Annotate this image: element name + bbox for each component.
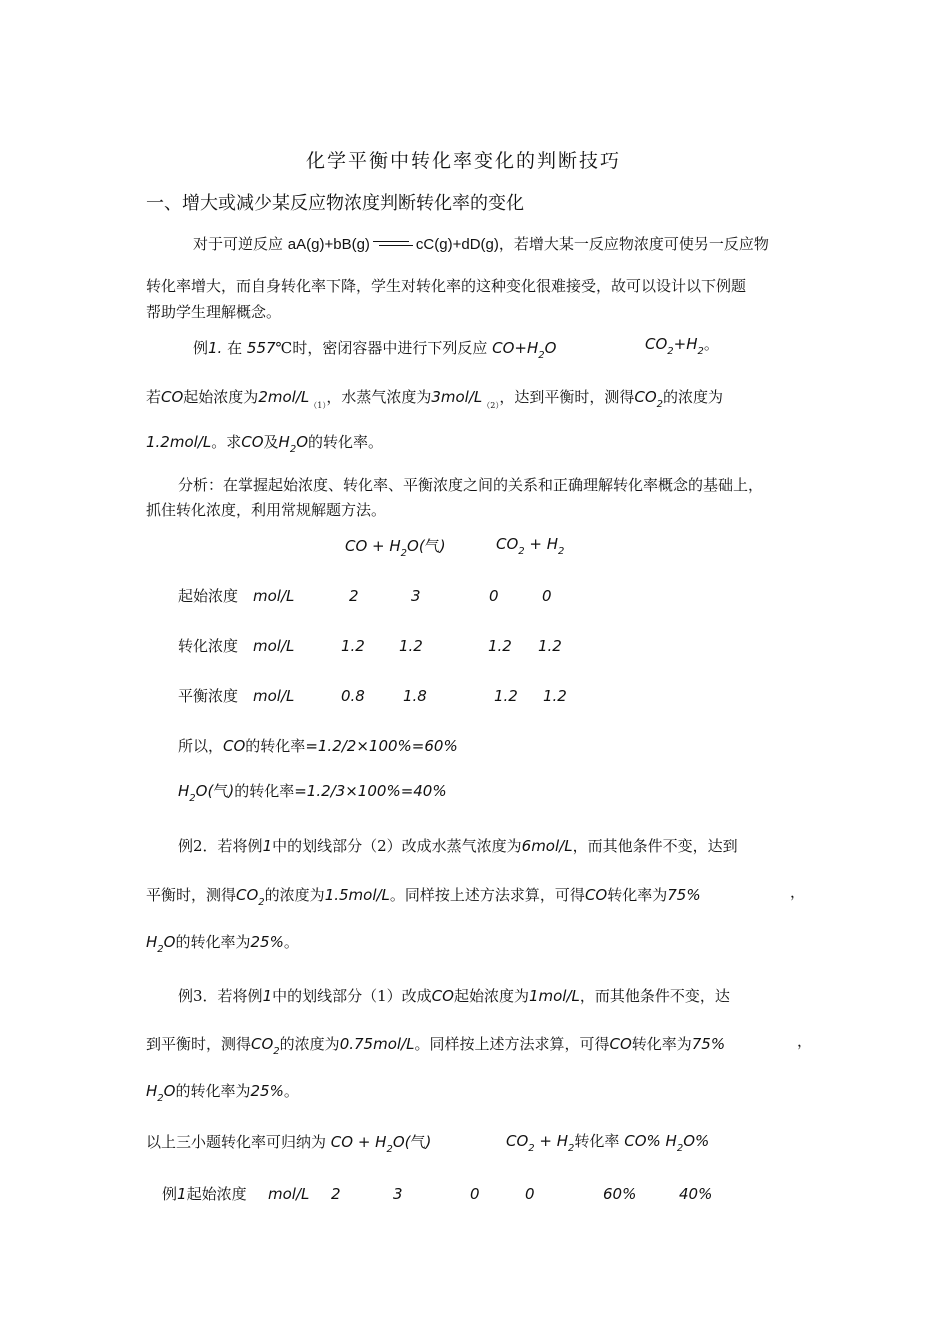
document-page: 化学平衡中转化率变化的判断技巧 一、增大或减少某反应物浓度判断转化率的变化 对于可逆反应 aA(g)+bB(g) cC(g)+dD(g)，若增大某一反应物浓度可使另一反应物 转化率增大，而自身转化率下降，学生对转化率的这种变化很难接受，故可以设计以下例题 帮助学生理解概念。 例1. 在 557℃时，密闭容器中进行下列反应 $CO+H_2O$ $CO_2+H_2$。 若CO起始浓度为$2mol/L_{(1)}$，水蒸气浓度为$3mol/L_{(2)}$，达到平衡时，测得$CO_2$的浓度为 1.2mol/L。求CO及$H_2O$的转化率。 分析：在掌握起始浓度、转化率、平衡浓度之间的关系和正确理解转化率概念的基础上， 抓住转化浓度，利用常规解题方法。 CO + $H_2O$(气) $CO_2 + H_2$ 起始浓度 mol/L 2 3 0 0 转化浓度 mol/L 1.2 1.2 1.2 1.2 平衡浓度 mol/L 0.8 1.8 1.2 1.2 所以，CO的转化率=1.2/2×100%=60% $H_2O$(气)的转化率=1.2/3×100%=40% 例2．若将例1中的划线部分（2）改成水蒸气浓度为6mol/L，而其他条件不变，达到 平衡时，测得$CO_2$的浓度为1.5mol/L。同样按上述方法求算，可得CO转化率为75% ， $H_2O$的转化率为25%。 例3．若将例1中的划线部分（1）改成CO起始浓度为1mol/L，而其他条件不变，达 到平衡时，测得$CO_2$的浓度为0.75mol/L。同样按上述方法求算，可得CO转化率为75% ， $H_2O$的转化率为25%。 以上三小题转化率可归纳为 CO + $H_2O$(气) $CO_2 + H_2$转化率 CO% $H_2O\%$ 例1起始浓度 mol/L 2 3 0 0 60% 40% xyxy=(146,150,813,1203)
intro-line-1: 对于可逆反应 aA(g)+bB(g) cC(g)+dD(g)，若增大某一反应物浓度可使另一反应物 xyxy=(193,235,769,253)
intro-line-3: 帮助学生理解概念。 xyxy=(146,303,282,321)
example-2-line-1: 例2．若将例1中的划线部分（2）改成水蒸气浓度为6mol/L，而其他条件不变，达到 xyxy=(178,837,738,855)
reversible-arrow-icon xyxy=(371,238,415,248)
summary-products: $CO_2 + H_2$转化率 CO% $H_2O\%$ xyxy=(506,1132,710,1154)
analysis-line-1: 分析：在掌握起始浓度、转化率、平衡浓度之间的关系和正确理解转化率概念的基础上， xyxy=(178,476,764,494)
summary-line: 以上三小题转化率可归纳为 CO + $H_2O$(气) xyxy=(146,1133,432,1155)
example-1-line-3: 1.2mol/L。求CO及$H_2O$的转化率。 xyxy=(146,433,384,455)
example-2-line-3: $H_2O$的转化率为25%。 xyxy=(146,933,299,955)
equation-products: $CO_2 + H_2$ xyxy=(496,535,565,557)
intro-line-2: 转化率增大，而自身转化率下降，学生对转化率的这种变化很难接受，故可以设计以下例题 xyxy=(146,277,747,295)
page-title: 化学平衡中转化率变化的判断技巧 xyxy=(306,150,622,172)
example-2-line-2: 平衡时，测得$CO_2$的浓度为1.5mol/L。同样按上述方法求算，可得CO转化率为75% xyxy=(146,886,701,908)
equation-reactants: CO + $H_2O$(气) xyxy=(345,537,446,559)
example-3-comma: ， xyxy=(797,1032,813,1050)
analysis-line-2: 抓住转化浓度，利用常规解题方法。 xyxy=(146,501,387,519)
example-2-comma: ， xyxy=(790,883,806,901)
result-h2o-conversion: $H_2O$(气)的转化率=1.2/3×100%=40% xyxy=(178,782,447,804)
example-1-statement: 例1. 在 557℃时，密闭容器中进行下列反应 $CO+H_2O$ xyxy=(193,339,557,361)
example-3-line-2: 到平衡时，测得$CO_2$的浓度为0.75mol/L。同样按上述方法求算，可得CO转化率为75% xyxy=(146,1035,726,1057)
example-1-products: $CO_2+H_2$。 xyxy=(645,335,719,357)
section-heading: 一、增大或减少某反应物浓度判断转化率的变化 xyxy=(146,193,524,214)
result-co-conversion: 所以，CO的转化率=1.2/2×100%=60% xyxy=(178,737,458,755)
example-1-line-2: 若CO起始浓度为$2mol/L_{(1)}$，水蒸气浓度为$3mol/L_{(2)}$，达到平衡时，测得$CO_2$的浓度为 xyxy=(146,388,724,410)
example-3-line-1: 例3．若将例1中的划线部分（1）改成CO起始浓度为1mol/L，而其他条件不变，达 xyxy=(178,987,730,1005)
example-3-line-3: $H_2O$的转化率为25%。 xyxy=(146,1082,299,1104)
